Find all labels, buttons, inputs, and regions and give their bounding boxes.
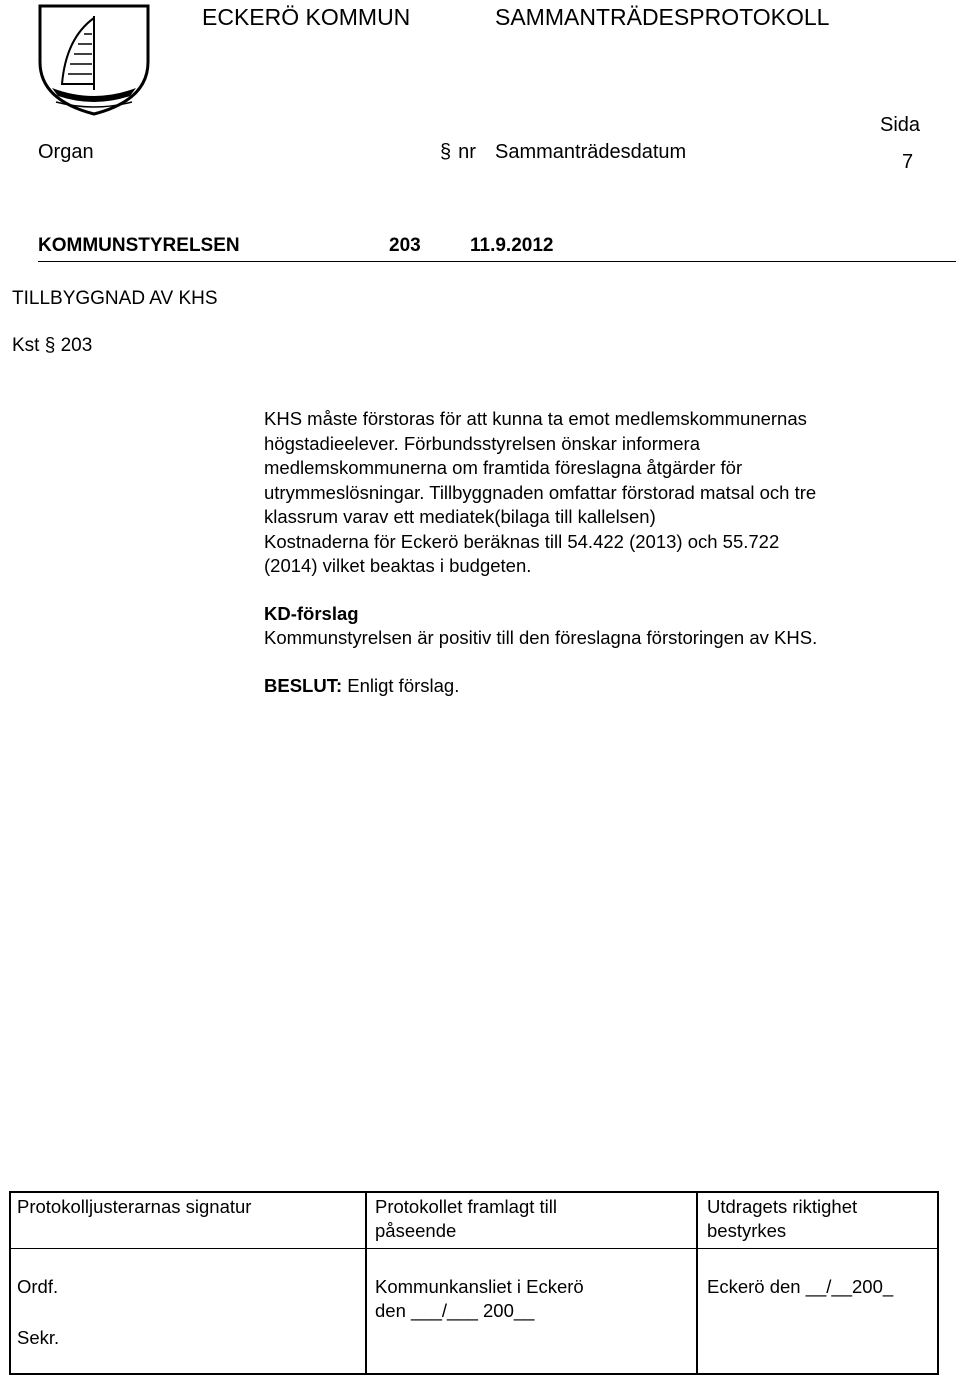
col-posted-header: Protokollet framlagt till påseende — [375, 1196, 557, 1241]
municipal-coat-of-arms-logo — [38, 4, 150, 116]
section-sign-icon: § — [440, 141, 452, 163]
municipality-name: ECKERÖ KOMMUN — [202, 4, 411, 30]
table-divider — [365, 1193, 367, 1373]
header-divider — [38, 261, 956, 262]
body-line: KHS måste förstoras för att kunna ta emot medlemskommunernas — [264, 408, 807, 429]
body-line: klassrum varav ett mediatek(bilaga till kallelsen) — [264, 506, 656, 527]
posted-date: den ___/___ 200__ — [375, 1300, 535, 1321]
kd-proposal: Kommunstyrelsen är positiv till den föreslagna förstoringen av KHS. — [264, 627, 818, 648]
case-body — [264, 407, 958, 698]
body-line: utrymmeslösningar. Tillbyggnaden omfattar förstorad matsal och tre — [264, 481, 817, 503]
label-nr: § nr — [440, 141, 476, 163]
page-number: 7 — [902, 151, 914, 173]
label-organ: Organ — [38, 141, 94, 163]
table-divider — [696, 1193, 698, 1373]
signature-table — [9, 1191, 939, 1375]
chair-signature-label: Ordf. — [17, 1276, 59, 1297]
section-number: 203 — [389, 235, 421, 256]
body-line: högstadieelever. Förbundsstyrelsen önskar informera — [264, 432, 701, 454]
body-line: Kostnaderna för Eckerö beräknas till 54.422 (2013) och 55.722 — [264, 530, 780, 552]
body-line: (2014) vilket beaktas i budgeten. — [264, 555, 532, 576]
decision-text: Enligt förslag. — [342, 674, 460, 696]
case-reference: Kst § 203 — [12, 335, 93, 356]
col-certified-header: Utdragets riktighet bestyrkes — [707, 1196, 858, 1241]
document-type: SAMMANTRÄDESPROTOKOLL — [495, 4, 830, 30]
col-signature-header: Protokolljusterarnas signatur — [17, 1196, 252, 1217]
posted-place: Kommunkansliet i Eckerö — [375, 1276, 584, 1297]
table-divider — [11, 1248, 937, 1249]
organ-value: KOMMUNSTYRELSEN — [38, 235, 240, 256]
certified-date: Eckerö den __/__200_ — [707, 1276, 894, 1297]
decision-label: BESLUT: — [264, 674, 343, 696]
body-line: medlemskommunerna om framtida föreslagna åtgärder för — [264, 457, 743, 478]
label-page: Sida — [880, 114, 921, 136]
meeting-date: 11.9.2012 — [470, 235, 554, 256]
secretary-signature-label: Sekr. — [17, 1327, 60, 1348]
label-meeting-date: Sammanträdesdatum — [495, 141, 687, 163]
decision — [264, 674, 958, 699]
case-title: TILLBYGGNAD AV KHS — [12, 288, 218, 309]
kd-heading: KD-förslag — [264, 602, 359, 624]
